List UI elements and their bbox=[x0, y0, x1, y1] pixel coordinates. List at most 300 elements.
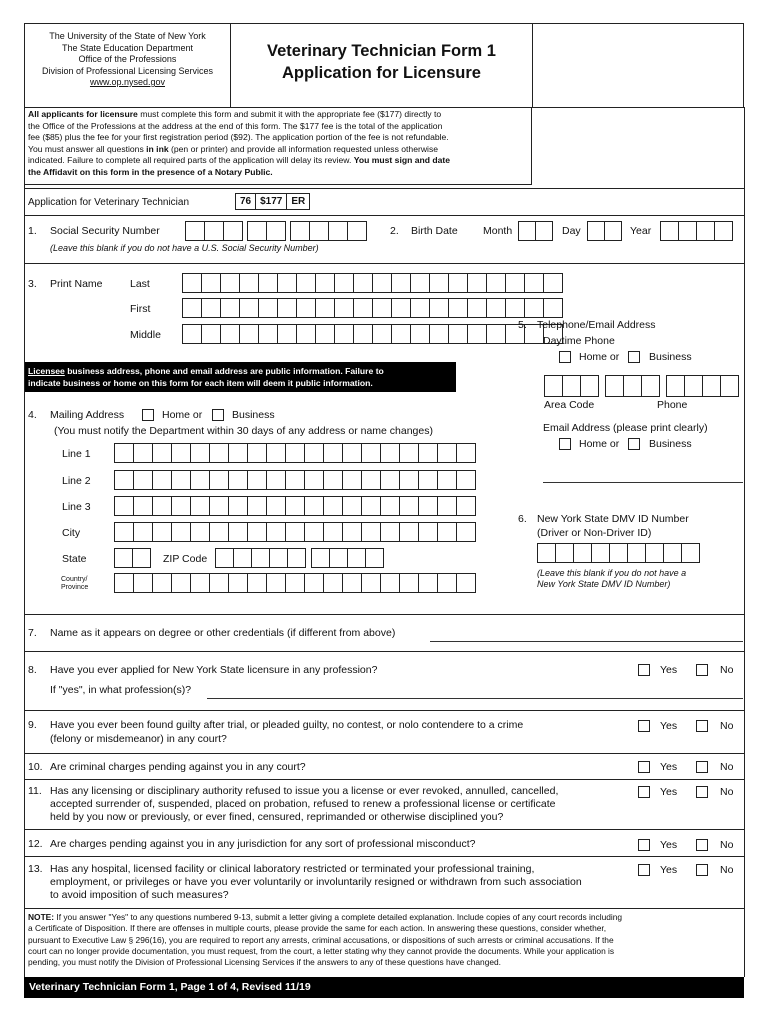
intro-line: the Affidavit on this form in the presence of a Notary Public. bbox=[28, 166, 273, 177]
form-border-left bbox=[24, 107, 25, 977]
char-box[interactable] bbox=[190, 496, 210, 516]
char-box[interactable] bbox=[209, 496, 229, 516]
note-line: court can no longer provide documentation, you must request, from the court, a letter stating why they cannot provide the documents. While your application is bbox=[28, 945, 615, 956]
divider bbox=[24, 263, 744, 264]
country-label: Country/ bbox=[61, 576, 88, 583]
char-box[interactable] bbox=[399, 470, 419, 490]
char-box[interactable] bbox=[114, 496, 134, 516]
char-box[interactable] bbox=[114, 522, 134, 542]
divider bbox=[24, 188, 744, 189]
char-box[interactable] bbox=[133, 522, 153, 542]
char-box[interactable] bbox=[323, 522, 343, 542]
intro-sign: You must sign and date bbox=[353, 155, 451, 165]
birth-day-label: Day bbox=[562, 225, 581, 237]
char-box[interactable] bbox=[380, 470, 400, 490]
char-box[interactable] bbox=[201, 298, 221, 318]
char-box[interactable] bbox=[456, 573, 476, 593]
q5-label: Telephone/Email Address bbox=[537, 319, 656, 331]
birth-month-field[interactable] bbox=[518, 221, 553, 241]
divider bbox=[24, 651, 744, 652]
char-box[interactable] bbox=[323, 443, 343, 463]
char-box[interactable] bbox=[486, 324, 506, 344]
char-box[interactable] bbox=[410, 273, 430, 293]
char-box[interactable] bbox=[304, 573, 324, 593]
q7-number: 7. bbox=[28, 627, 37, 639]
city-label: City bbox=[62, 527, 81, 539]
char-box[interactable] bbox=[448, 298, 468, 318]
char-box[interactable] bbox=[361, 573, 381, 593]
agency-line: Office of the Professions bbox=[78, 54, 177, 64]
char-box[interactable] bbox=[239, 324, 259, 344]
char-box[interactable] bbox=[342, 496, 362, 516]
zip-field[interactable] bbox=[215, 548, 306, 568]
q11-number: 11. bbox=[28, 785, 42, 797]
char-box[interactable] bbox=[228, 470, 248, 490]
q11-no-checkbox[interactable] bbox=[696, 786, 708, 798]
char-box[interactable] bbox=[296, 273, 316, 293]
char-box[interactable] bbox=[380, 573, 400, 593]
char-box[interactable] bbox=[190, 470, 210, 490]
char-box[interactable] bbox=[152, 496, 172, 516]
char-box[interactable] bbox=[239, 273, 259, 293]
char-box[interactable] bbox=[247, 496, 267, 516]
char-box[interactable] bbox=[277, 324, 297, 344]
agency-line: The University of the State of New York bbox=[49, 31, 206, 41]
q3-number: 3. bbox=[28, 278, 37, 290]
q10-line: Are criminal charges pending against you in any court? bbox=[50, 761, 306, 773]
daytime-phone-label: Daytime Phone bbox=[543, 335, 615, 347]
ssn-field-2[interactable] bbox=[247, 221, 286, 241]
char-box[interactable] bbox=[171, 496, 191, 516]
char-box[interactable] bbox=[258, 273, 278, 293]
char-box[interactable] bbox=[114, 573, 134, 593]
char-box[interactable] bbox=[190, 573, 210, 593]
agency-block bbox=[25, 31, 230, 89]
dmv-id-field[interactable] bbox=[537, 543, 700, 563]
char-box[interactable] bbox=[266, 496, 286, 516]
char-box[interactable] bbox=[285, 573, 305, 593]
char-box[interactable] bbox=[201, 324, 221, 344]
char-box[interactable] bbox=[247, 522, 267, 542]
char-box[interactable] bbox=[486, 298, 506, 318]
notice-line: business address, phone and email address are public information. Failure to bbox=[67, 366, 384, 376]
char-box[interactable] bbox=[456, 470, 476, 490]
zip-label: ZIP Code bbox=[163, 553, 208, 565]
middle-name-label: Middle bbox=[130, 329, 161, 341]
char-box[interactable] bbox=[277, 298, 297, 318]
address-line3-label: Line 3 bbox=[62, 501, 91, 513]
q13-no-checkbox[interactable] bbox=[696, 864, 708, 876]
char-box[interactable] bbox=[133, 470, 153, 490]
divider bbox=[24, 779, 744, 780]
char-box[interactable] bbox=[342, 522, 362, 542]
char-box[interactable] bbox=[152, 573, 172, 593]
q6-sub: (Driver or Non-Driver ID) bbox=[537, 527, 652, 539]
q1-label: Social Security Number bbox=[50, 225, 160, 237]
application-codes bbox=[235, 193, 310, 210]
char-box[interactable] bbox=[285, 522, 305, 542]
middle-name-field[interactable] bbox=[182, 324, 563, 344]
char-box[interactable] bbox=[524, 298, 544, 318]
first-name-label: First bbox=[130, 303, 151, 315]
footer-text: Veterinary Technician Form 1, Page 1 of 4, Revised 11/19 bbox=[29, 981, 311, 993]
state-field[interactable] bbox=[114, 548, 151, 568]
address-home-label: Home or bbox=[162, 409, 203, 421]
phone-number-field[interactable] bbox=[666, 375, 739, 397]
q13-number: 13. bbox=[28, 863, 43, 875]
char-box[interactable] bbox=[334, 324, 354, 344]
city-field[interactable] bbox=[114, 522, 476, 542]
country-field[interactable] bbox=[114, 573, 476, 593]
header-divider-2 bbox=[532, 23, 533, 108]
q11-line: accepted surrender of, suspended, placed on probation, refused to renew a professional license or certificate bbox=[50, 798, 556, 810]
note-block bbox=[28, 912, 744, 968]
last-name-label: Last bbox=[130, 278, 150, 290]
birth-day-field[interactable] bbox=[587, 221, 622, 241]
char-box[interactable] bbox=[220, 298, 240, 318]
website-link[interactable]: www.op.nysed.gov bbox=[89, 77, 166, 87]
q10-no-checkbox[interactable] bbox=[696, 761, 708, 773]
char-box[interactable] bbox=[182, 273, 202, 293]
address-note: (You must notify the Department within 30 days of any address or name changes) bbox=[54, 425, 433, 437]
char-box[interactable] bbox=[133, 573, 153, 593]
char-box[interactable] bbox=[353, 324, 373, 344]
char-box[interactable] bbox=[152, 470, 172, 490]
char-box[interactable] bbox=[228, 496, 248, 516]
address-line1-label: Line 1 bbox=[62, 448, 91, 460]
char-box[interactable] bbox=[152, 522, 172, 542]
char-box[interactable] bbox=[266, 522, 286, 542]
char-box[interactable] bbox=[372, 273, 392, 293]
char-box[interactable] bbox=[228, 522, 248, 542]
q6-note: New York State DMV ID Number) bbox=[537, 579, 671, 589]
phone-business-label: Business bbox=[649, 351, 692, 363]
char-box[interactable] bbox=[133, 496, 153, 516]
char-box[interactable] bbox=[418, 470, 438, 490]
char-box[interactable] bbox=[304, 496, 324, 516]
page-title bbox=[231, 40, 532, 84]
char-box[interactable] bbox=[296, 324, 316, 344]
char-box[interactable] bbox=[323, 470, 343, 490]
divider bbox=[24, 829, 744, 830]
phone-home-label: Home or bbox=[579, 351, 620, 363]
char-box[interactable] bbox=[220, 273, 240, 293]
char-box[interactable] bbox=[190, 443, 210, 463]
q6-label: New York State DMV ID Number bbox=[537, 513, 689, 525]
char-box[interactable] bbox=[448, 273, 468, 293]
char-box[interactable] bbox=[171, 470, 191, 490]
zip-plus4-field[interactable] bbox=[311, 548, 384, 568]
char-box[interactable] bbox=[266, 573, 286, 593]
char-box[interactable] bbox=[437, 573, 457, 593]
char-box[interactable] bbox=[323, 573, 343, 593]
char-box[interactable] bbox=[171, 443, 191, 463]
intro-line: must complete this form and submit it with the appropriate fee ($177) directly to bbox=[140, 109, 442, 119]
char-box[interactable] bbox=[380, 443, 400, 463]
agency-line: Division of Professional Licensing Services bbox=[41, 65, 214, 76]
q9-yes-label: Yes bbox=[660, 720, 678, 732]
q12-yes-checkbox[interactable] bbox=[638, 839, 650, 851]
char-box[interactable] bbox=[209, 573, 229, 593]
q8-profession-line[interactable] bbox=[207, 698, 743, 699]
char-box[interactable] bbox=[285, 496, 305, 516]
q9-line: Have you ever been found guilty after trial, or pleaded guilty, no contest, or nolo contendere to a crime bbox=[50, 719, 524, 731]
char-box[interactable] bbox=[372, 298, 392, 318]
char-box[interactable] bbox=[418, 573, 438, 593]
char-box[interactable] bbox=[399, 496, 419, 516]
address-line1-field[interactable] bbox=[114, 443, 476, 463]
char-box[interactable] bbox=[448, 324, 468, 344]
char-box[interactable] bbox=[258, 298, 278, 318]
last-name-field[interactable] bbox=[182, 273, 563, 293]
phone-prefix-field[interactable] bbox=[605, 375, 660, 397]
char-box[interactable] bbox=[418, 496, 438, 516]
char-box[interactable] bbox=[247, 470, 267, 490]
char-box[interactable] bbox=[429, 324, 449, 344]
q11-no-label: No bbox=[720, 786, 734, 798]
char-box[interactable] bbox=[380, 496, 400, 516]
char-box[interactable] bbox=[418, 443, 438, 463]
q9-no-checkbox[interactable] bbox=[696, 720, 708, 732]
q8-label: Have you ever applied for New York State licensure in any profession? bbox=[50, 664, 378, 676]
divider bbox=[24, 856, 744, 857]
q8-number: 8. bbox=[28, 664, 37, 676]
char-box[interactable] bbox=[315, 273, 335, 293]
birth-month-label: Month bbox=[483, 225, 513, 237]
char-box[interactable] bbox=[209, 522, 229, 542]
note-line: pursuant to Executive Law § 296(16), you are required to report any arrests, criminal accusations, or dispositions of such arrests or criminal accusations. If the bbox=[28, 934, 614, 945]
q2-label: Birth Date bbox=[411, 225, 458, 237]
q11-line: held by you now or previously, or ever fined, censured, reprimanded or otherwise disciplined you? bbox=[50, 811, 504, 823]
char-box[interactable] bbox=[391, 298, 411, 318]
birth-year-field[interactable] bbox=[660, 221, 733, 241]
q10-yes-label: Yes bbox=[660, 761, 678, 773]
province-label: Province bbox=[61, 584, 89, 591]
phone-label: Phone bbox=[657, 399, 688, 411]
intro-line: the Office of the Professions at the address at the end of this form. The $177 fee is the total of the application bbox=[28, 120, 443, 131]
char-box[interactable] bbox=[437, 496, 457, 516]
note-line: a Certificate of Disposition. If there are offenses in multiple courts, please provide the same for each action. In answering these questions, consider whether, bbox=[28, 923, 607, 934]
char-box[interactable] bbox=[304, 522, 324, 542]
q10-no-label: No bbox=[720, 761, 734, 773]
email-home-label: Home or bbox=[579, 438, 620, 450]
divider bbox=[24, 710, 744, 711]
intro-ink: in ink bbox=[146, 143, 169, 154]
intro-line: You must answer all questions bbox=[28, 143, 144, 154]
char-box[interactable] bbox=[304, 443, 324, 463]
char-box[interactable] bbox=[182, 298, 202, 318]
char-box[interactable] bbox=[285, 470, 305, 490]
char-box[interactable] bbox=[391, 324, 411, 344]
char-box[interactable] bbox=[315, 298, 335, 318]
char-box[interactable] bbox=[505, 298, 525, 318]
char-box[interactable] bbox=[342, 470, 362, 490]
q9-no-label: No bbox=[720, 720, 734, 732]
char-box[interactable] bbox=[543, 273, 563, 293]
q7-input-line[interactable] bbox=[430, 641, 743, 642]
q9-yes-checkbox[interactable] bbox=[638, 720, 650, 732]
char-box[interactable] bbox=[399, 443, 419, 463]
char-box[interactable] bbox=[505, 273, 525, 293]
address-line2-label: Line 2 bbox=[62, 475, 91, 487]
notice-lead: Licensee bbox=[28, 366, 65, 376]
first-name-field[interactable] bbox=[182, 298, 563, 318]
q13-yes-label: Yes bbox=[660, 864, 678, 876]
char-box[interactable] bbox=[114, 443, 134, 463]
char-box[interactable] bbox=[247, 573, 267, 593]
char-box[interactable] bbox=[429, 273, 449, 293]
intro-line: (pen or printer) and provide all information requested unless otherwise bbox=[171, 143, 439, 154]
q11-yes-checkbox[interactable] bbox=[638, 786, 650, 798]
char-box[interactable] bbox=[171, 522, 191, 542]
email-business-label: Business bbox=[649, 438, 692, 450]
char-box[interactable] bbox=[380, 522, 400, 542]
char-box[interactable] bbox=[418, 522, 438, 542]
char-box[interactable] bbox=[361, 470, 381, 490]
char-box[interactable] bbox=[209, 443, 229, 463]
q12-no-label: No bbox=[720, 839, 734, 851]
form-border-right bbox=[744, 107, 745, 977]
birth-year-label: Year bbox=[630, 225, 652, 237]
char-box[interactable] bbox=[391, 273, 411, 293]
char-box[interactable] bbox=[334, 273, 354, 293]
char-box[interactable] bbox=[190, 522, 210, 542]
char-box[interactable] bbox=[399, 522, 419, 542]
address-business-checkbox[interactable] bbox=[212, 409, 224, 421]
char-box[interactable] bbox=[524, 273, 544, 293]
char-box[interactable] bbox=[277, 273, 297, 293]
q13-yes-checkbox[interactable] bbox=[638, 864, 650, 876]
char-box[interactable] bbox=[182, 324, 202, 344]
char-box[interactable] bbox=[399, 573, 419, 593]
divider bbox=[24, 215, 744, 216]
char-box[interactable] bbox=[437, 443, 457, 463]
agency-line: The State Education Department bbox=[61, 42, 194, 53]
char-box[interactable] bbox=[353, 273, 373, 293]
q8-yes-checkbox[interactable] bbox=[638, 664, 650, 676]
char-box[interactable] bbox=[543, 298, 563, 318]
char-box[interactable] bbox=[228, 443, 248, 463]
char-box[interactable] bbox=[304, 470, 324, 490]
address-business-label: Business bbox=[232, 409, 275, 421]
code-profession: 76 bbox=[235, 193, 256, 210]
q1-number: 1. bbox=[28, 225, 37, 237]
q8-no-checkbox[interactable] bbox=[696, 664, 708, 676]
char-box[interactable] bbox=[361, 522, 381, 542]
q12-line: Are charges pending against you in any jurisdiction for any sort of professional misconduct? bbox=[50, 838, 476, 850]
char-box[interactable] bbox=[361, 443, 381, 463]
q5-number: 5. bbox=[518, 319, 527, 331]
char-box[interactable] bbox=[342, 573, 362, 593]
ssn-field[interactable] bbox=[185, 221, 243, 241]
q11-line: Has any licensing or disciplinary authority refused to issue you a license or ever revoked, annulled, cancelled, bbox=[50, 785, 559, 797]
char-box[interactable] bbox=[429, 298, 449, 318]
q6-note: (Leave this blank if you do not have a bbox=[537, 568, 687, 578]
address-line3-field[interactable] bbox=[114, 496, 476, 516]
char-box[interactable] bbox=[247, 443, 267, 463]
address-home-checkbox[interactable] bbox=[142, 409, 154, 421]
email-business-checkbox[interactable] bbox=[628, 438, 640, 450]
char-box[interactable] bbox=[361, 496, 381, 516]
intro-line: indicated. Failure to complete all required parts of the application will delay its review. bbox=[28, 155, 352, 165]
address-line2-field[interactable] bbox=[114, 470, 476, 490]
notice-line: indicate business or home on this form for each item will deem it public information. bbox=[28, 378, 373, 388]
char-box[interactable] bbox=[486, 273, 506, 293]
q6-number: 6. bbox=[518, 513, 527, 525]
q4-number: 4. bbox=[28, 409, 37, 421]
char-box[interactable] bbox=[266, 443, 286, 463]
application-for-label: Application for Veterinary Technician bbox=[28, 197, 190, 208]
q4-label: Mailing Address bbox=[50, 409, 125, 421]
phone-business-checkbox[interactable] bbox=[628, 351, 640, 363]
char-box[interactable] bbox=[285, 443, 305, 463]
char-box[interactable] bbox=[334, 298, 354, 318]
char-box[interactable] bbox=[342, 443, 362, 463]
q2-number: 2. bbox=[390, 225, 399, 237]
email-home-checkbox[interactable] bbox=[559, 438, 571, 450]
char-box[interactable] bbox=[323, 496, 343, 516]
char-box[interactable] bbox=[410, 298, 430, 318]
char-box[interactable] bbox=[467, 298, 487, 318]
area-code-field[interactable] bbox=[544, 375, 599, 397]
q13-line: employment, or privileges or have you ever voluntarily or involuntarily resigned or withdrawn from such association bbox=[50, 876, 582, 888]
q11-yes-label: Yes bbox=[660, 786, 678, 798]
char-box[interactable] bbox=[171, 573, 191, 593]
char-box[interactable] bbox=[456, 443, 476, 463]
char-box[interactable] bbox=[201, 273, 221, 293]
char-box[interactable] bbox=[152, 443, 172, 463]
note-line: If you answer "Yes" to any questions numbered 9-13, submit a letter giving a complete detailed explanation. Include copies of any court records including bbox=[56, 912, 623, 922]
char-box[interactable] bbox=[114, 470, 134, 490]
char-box[interactable] bbox=[239, 298, 259, 318]
q1-note: (Leave this blank if you do not have a U.S. Social Security Number) bbox=[50, 243, 319, 253]
ssn-field-3[interactable] bbox=[290, 221, 367, 241]
char-box[interactable] bbox=[372, 324, 392, 344]
q9-line: (felony or misdemeanor) in any court? bbox=[50, 733, 227, 745]
char-box[interactable] bbox=[258, 324, 278, 344]
q13-line: Has any hospital, licensed facility or clinical laboratory restricted or terminated your professional training, bbox=[50, 863, 535, 875]
email-input-line[interactable] bbox=[543, 482, 743, 483]
char-box[interactable] bbox=[315, 324, 335, 344]
char-box[interactable] bbox=[353, 298, 373, 318]
char-box[interactable] bbox=[456, 496, 476, 516]
q8-sub: If "yes", in what profession(s)? bbox=[50, 684, 192, 696]
char-box[interactable] bbox=[456, 522, 476, 542]
char-box[interactable] bbox=[133, 443, 153, 463]
char-box[interactable] bbox=[220, 324, 240, 344]
intro-lead: All applicants for licensure bbox=[28, 109, 138, 119]
footer-bar bbox=[24, 977, 744, 998]
phone-home-checkbox[interactable] bbox=[559, 351, 571, 363]
public-info-notice bbox=[24, 362, 456, 392]
divider bbox=[24, 614, 744, 615]
char-box[interactable] bbox=[410, 324, 430, 344]
char-box[interactable] bbox=[209, 470, 229, 490]
char-box[interactable] bbox=[467, 273, 487, 293]
q10-yes-checkbox[interactable] bbox=[638, 761, 650, 773]
char-box[interactable] bbox=[228, 573, 248, 593]
q13-line: to avoid imposition of such measures? bbox=[50, 889, 229, 901]
char-box[interactable] bbox=[296, 298, 316, 318]
char-box[interactable] bbox=[437, 522, 457, 542]
q12-no-checkbox[interactable] bbox=[696, 839, 708, 851]
note-line: pending, you must notify the Division of Professional Licensing Services if the answers to any of these questions have changed. bbox=[28, 957, 501, 968]
char-box[interactable] bbox=[437, 470, 457, 490]
char-box[interactable] bbox=[467, 324, 487, 344]
q12-number: 12. bbox=[28, 838, 43, 850]
area-code-label: Area Code bbox=[544, 399, 595, 411]
char-box[interactable] bbox=[266, 470, 286, 490]
